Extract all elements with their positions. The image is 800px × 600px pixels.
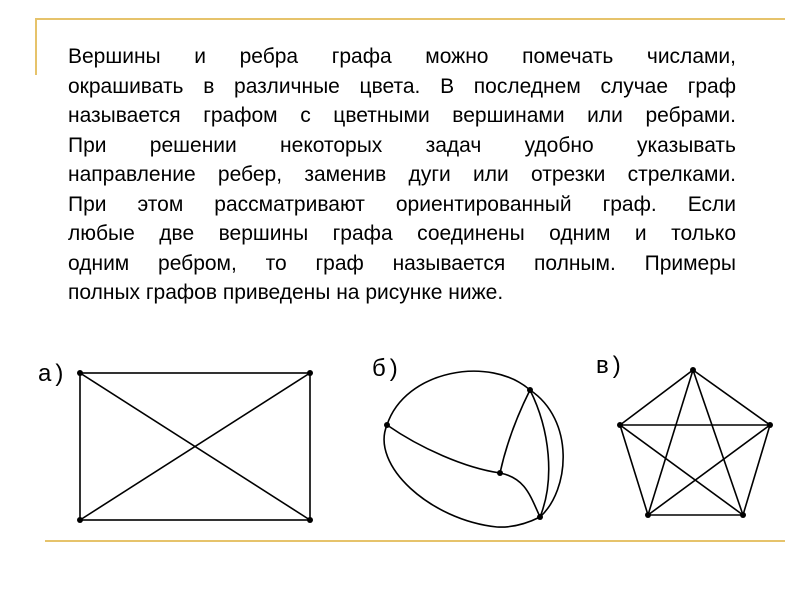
graph-a-vertex	[77, 370, 83, 376]
graph-c-vertex	[767, 422, 773, 428]
graph-a	[77, 370, 313, 523]
graph-b-edge	[387, 371, 563, 517]
paragraph-line: одним ребром, то граф называется полным. Примеры	[68, 251, 736, 275]
graph-b	[384, 371, 563, 527]
paragraph-line: любые две вершины графа соединены одним и только	[68, 222, 736, 245]
graph-b-edge	[530, 390, 549, 517]
graph-b-vertex	[527, 387, 533, 393]
graph-c-diagonal	[693, 370, 743, 515]
graph-b-vertex	[497, 470, 503, 476]
graph-b-edge	[500, 473, 540, 517]
paragraph-line: окрашивать в различные цвета. В последнем случае граф	[68, 74, 736, 98]
paragraph-line: полных графов приведены на рисунке ниже.	[68, 281, 504, 304]
graph-a-vertex	[307, 517, 313, 523]
graph-c-vertex	[645, 512, 651, 518]
graph-c-vertex	[690, 367, 696, 373]
graph-c-diagonal	[620, 425, 743, 515]
graph-b-vertex	[384, 422, 390, 428]
graph-b-edge	[500, 390, 530, 473]
figure-c-label: в)	[596, 352, 625, 379]
graph-c-diagonal	[648, 425, 770, 515]
graph-c	[617, 367, 773, 518]
graph-c-diagonal	[648, 370, 693, 515]
graph-b-vertex	[537, 514, 543, 520]
graph-a-vertex	[77, 517, 83, 523]
graph-a-vertex	[307, 370, 313, 376]
figure-b-label: б)	[372, 355, 402, 382]
paragraph-line: При решении некоторых задач удобно указывать	[68, 133, 736, 157]
paragraph-line: Вершины и ребра графа можно помечать числами,	[68, 45, 736, 68]
figure-a-label: а)	[38, 360, 68, 387]
paragraph-line: направление ребер, заменив дуги или отрезки стрелками.	[68, 163, 736, 186]
paragraph-line: При этом рассматривают ориентированный граф. Если	[68, 192, 736, 216]
graph-b-edge	[387, 425, 500, 473]
graph-b-edge	[384, 425, 540, 527]
graph-c-vertex	[740, 512, 746, 518]
graph-c-vertex	[617, 422, 623, 428]
paragraph-line: называется графом с цветными вершинами или ребрами.	[68, 104, 736, 127]
accent-line-bottom	[45, 540, 785, 542]
